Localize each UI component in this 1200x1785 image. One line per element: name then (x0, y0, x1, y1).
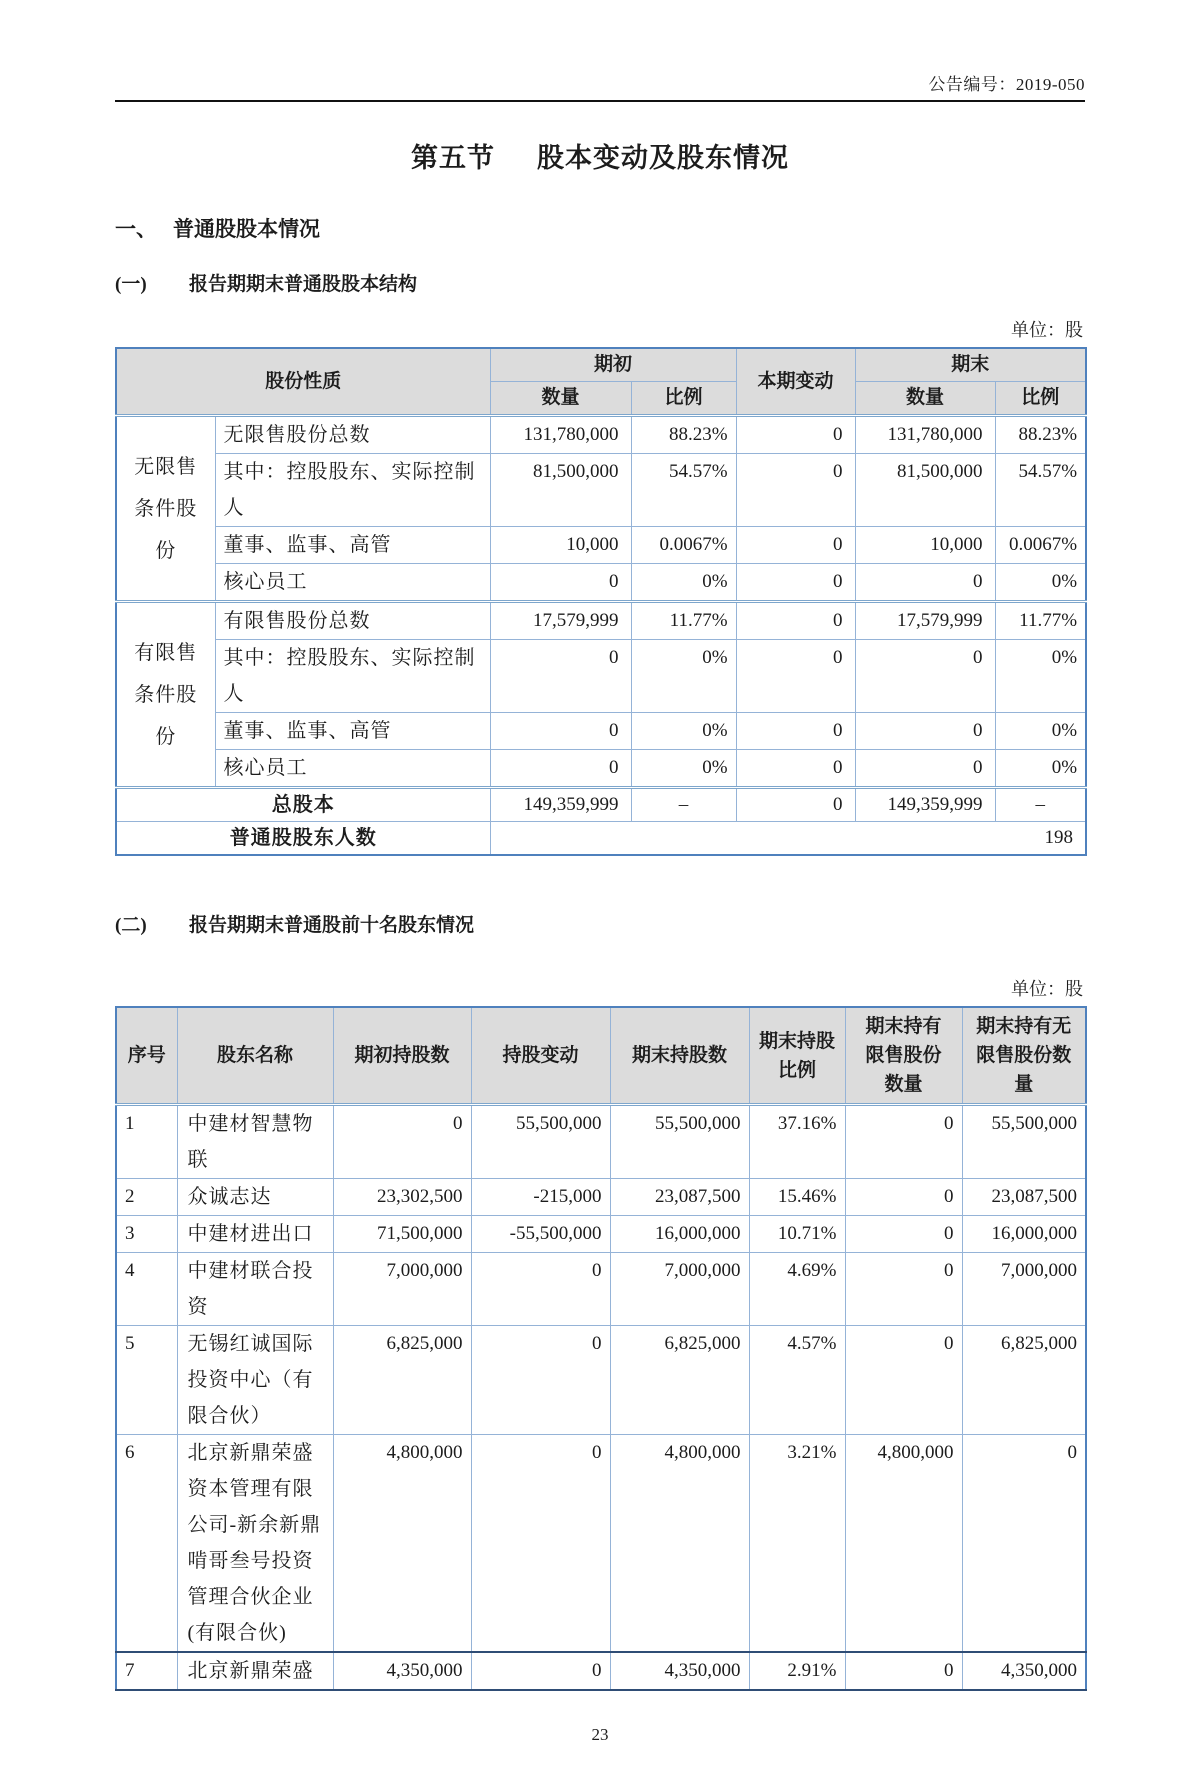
table-cell: 0 (736, 750, 855, 788)
unit-label-2: 单位：股 (1011, 979, 1083, 999)
table-cell: 7,000,000 (962, 1253, 1086, 1326)
announcement-number-row (115, 70, 1085, 95)
table-cell: 15.46% (749, 1179, 845, 1216)
table-cell: 1 (116, 1105, 177, 1179)
table-cell: 0 (736, 602, 855, 640)
table-cell: 0 (845, 1105, 962, 1179)
table-cell: 0 (736, 564, 855, 602)
table-cell: 2.91% (749, 1652, 845, 1690)
table-cell: 0 (855, 750, 995, 788)
shareholder-row (116, 1253, 1086, 1326)
table-cell: 23,302,500 (333, 1179, 471, 1216)
header-ratio: 比例 (995, 382, 1086, 416)
table-cell: 0 (471, 1435, 610, 1653)
header-beginning: 期初 (490, 348, 736, 382)
table-cell: 71,500,000 (333, 1216, 471, 1253)
table-cell: 0 (490, 640, 631, 713)
table-row (116, 602, 1086, 640)
subsection-title: 报告期期末普通股前十名股东情况 (189, 915, 475, 936)
table-cell: 10.71% (749, 1216, 845, 1253)
table-cell: 54.57% (631, 454, 736, 527)
table-cell: -215,000 (471, 1179, 610, 1216)
table-cell: 3 (116, 1216, 177, 1253)
section-title: 普通股股本情况 (173, 217, 320, 241)
section-heading-1 (115, 213, 1085, 243)
table-cell: 7,000,000 (610, 1253, 749, 1326)
table-cell: 4,350,000 (333, 1652, 471, 1690)
table-cell: 11.77% (995, 602, 1086, 640)
table-cell: 0.0067% (631, 527, 736, 564)
shareholder-row (116, 1105, 1086, 1179)
table-cell: 7 (116, 1652, 177, 1690)
shareholder-row (116, 1216, 1086, 1253)
table-cell: 88.23% (995, 416, 1086, 454)
total-label: 总股本 (116, 788, 490, 822)
table-cell: 4,800,000 (845, 1435, 962, 1653)
table-row (116, 454, 1086, 527)
table-cell: – (631, 788, 736, 822)
shareholder-row (116, 1652, 1086, 1690)
header-restricted-held: 期末持有限售股份数量 (845, 1007, 962, 1105)
table-cell: 0 (490, 713, 631, 750)
table-cell: 2 (116, 1179, 177, 1216)
table-cell: 55,500,000 (962, 1105, 1086, 1179)
header-share-nature: 股份性质 (116, 348, 490, 416)
subsection-marker: (一) (115, 274, 147, 295)
table-cell: 0 (736, 640, 855, 713)
table-cell: 54.57% (995, 454, 1086, 527)
share-structure-table (115, 347, 1087, 856)
table-cell: 0% (995, 750, 1086, 788)
table-cell: 4,800,000 (610, 1435, 749, 1653)
header-serial: 序号 (116, 1007, 177, 1105)
table-cell: 0 (333, 1105, 471, 1179)
table-row (116, 416, 1086, 454)
table-cell: 11.77% (631, 602, 736, 640)
shareholder-row (116, 1326, 1086, 1435)
table-cell: 0 (490, 750, 631, 788)
shareholder-name-cell: 北京新鼎荣盛资本管理有限公司-新余新鼎啃哥叁号投资管理合伙企业(有限合伙) (177, 1435, 333, 1653)
table-cell: 6,825,000 (962, 1326, 1086, 1435)
table-cell: 55,500,000 (471, 1105, 610, 1179)
header-quantity: 数量 (490, 382, 631, 416)
table-cell: 0 (736, 416, 855, 454)
shareholder-name-cell: 众诚志达 (177, 1179, 333, 1216)
table-cell: 4 (116, 1253, 177, 1326)
subsection-heading-1-1 (115, 269, 1085, 296)
table-cell: 0 (736, 527, 855, 564)
header-beginning-shares: 期初持股数 (333, 1007, 471, 1105)
row-label: 董事、监事、高管 (215, 713, 490, 750)
page-number: 23 (591, 1725, 609, 1744)
table-header-row (116, 1007, 1086, 1105)
table-cell: 0% (631, 564, 736, 602)
row-label: 有限售股份总数 (215, 602, 490, 640)
header-ending: 期末 (855, 348, 1086, 382)
subsection-marker: (二) (115, 915, 147, 936)
subsection-title: 报告期期末普通股股本结构 (189, 274, 418, 295)
table-cell: 81,500,000 (855, 454, 995, 527)
table-cell: 0 (845, 1652, 962, 1690)
table-cell: 3.21% (749, 1435, 845, 1653)
table-cell: 0% (995, 640, 1086, 713)
shareholder-name-cell: 中建材进出口 (177, 1216, 333, 1253)
table-cell: 4,350,000 (610, 1652, 749, 1690)
header-ending-shares: 期末持股数 (610, 1007, 749, 1105)
table-cell: 37.16% (749, 1105, 845, 1179)
shareholder-name-cell: 无锡红诚国际投资中心（有限合伙） (177, 1326, 333, 1435)
table-row (116, 527, 1086, 564)
table-cell: 0 (471, 1652, 610, 1690)
section-marker: 一、 (115, 217, 157, 241)
unit-label-1: 单位：股 (1011, 320, 1083, 340)
row-label: 无限售股份总数 (215, 416, 490, 454)
table-cell: 6 (116, 1435, 177, 1653)
table-row (116, 750, 1086, 788)
header-unrestricted-held: 期末持有无限售股份数量 (962, 1007, 1086, 1105)
page-title (115, 136, 1085, 175)
shareholder-row (116, 1435, 1086, 1653)
table-cell: 0 (855, 640, 995, 713)
holders-count-value: 198 (490, 822, 1086, 856)
row-label: 董事、监事、高管 (215, 527, 490, 564)
table-cell: 0% (631, 640, 736, 713)
chapter-label: 第五节 (411, 143, 495, 173)
table-cell: 149,359,999 (490, 788, 631, 822)
header-quantity: 数量 (855, 382, 995, 416)
group-label-restricted: 有限售条件股份 (116, 602, 215, 788)
chapter-name: 股本变动及股东情况 (537, 143, 789, 173)
announcement-number: 公告编号：2019-050 (928, 75, 1085, 94)
table-cell: 88.23% (631, 416, 736, 454)
table-cell: 0 (845, 1326, 962, 1435)
table-cell: 16,000,000 (962, 1216, 1086, 1253)
row-label: 其中：控股股东、实际控制人 (215, 454, 490, 527)
table-cell: 0 (736, 454, 855, 527)
row-label: 核心员工 (215, 750, 490, 788)
table-cell: 0% (631, 713, 736, 750)
table-cell: 4,800,000 (333, 1435, 471, 1653)
table-cell: 0 (845, 1179, 962, 1216)
group-label-unrestricted: 无限售条件股份 (116, 416, 215, 602)
table-cell: 17,579,999 (855, 602, 995, 640)
top-shareholders-table (115, 1006, 1087, 1691)
header-divider (115, 100, 1085, 102)
table-cell: 4.57% (749, 1326, 845, 1435)
table-cell: 4,350,000 (962, 1652, 1086, 1690)
table-cell: 23,087,500 (610, 1179, 749, 1216)
table-cell: 0 (490, 564, 631, 602)
shareholder-row (116, 1179, 1086, 1216)
row-label: 其中：控股股东、实际控制人 (215, 640, 490, 713)
shareholder-name-cell: 中建材智慧物联 (177, 1105, 333, 1179)
table-cell: 6,825,000 (333, 1326, 471, 1435)
table-cell: 131,780,000 (855, 416, 995, 454)
header-ratio: 比例 (631, 382, 736, 416)
holders-count-row (116, 822, 1086, 856)
table-cell: 81,500,000 (490, 454, 631, 527)
table-cell: 4.69% (749, 1253, 845, 1326)
table-cell: 0 (736, 713, 855, 750)
table-cell: 10,000 (855, 527, 995, 564)
subsection-heading-1-2 (115, 910, 1085, 937)
header-current-change: 本期变动 (736, 348, 855, 416)
shareholder-name-cell: 北京新鼎荣盛 (177, 1652, 333, 1690)
table-cell: 0% (631, 750, 736, 788)
table-cell: -55,500,000 (471, 1216, 610, 1253)
header-share-change: 持股变动 (471, 1007, 610, 1105)
table-cell: 149,359,999 (855, 788, 995, 822)
header-ending-ratio: 期末持股比例 (749, 1007, 845, 1105)
table-cell: 0 (855, 564, 995, 602)
table-cell: 6,825,000 (610, 1326, 749, 1435)
row-label: 核心员工 (215, 564, 490, 602)
table-cell: 7,000,000 (333, 1253, 471, 1326)
table-cell: 17,579,999 (490, 602, 631, 640)
table-cell: 0 (962, 1435, 1086, 1653)
table-cell: 10,000 (490, 527, 631, 564)
total-row (116, 788, 1086, 822)
table-cell: 16,000,000 (610, 1216, 749, 1253)
table-cell: 23,087,500 (962, 1179, 1086, 1216)
table-cell: 5 (116, 1326, 177, 1435)
table-row (116, 564, 1086, 602)
table-cell: 0 (471, 1326, 610, 1435)
table-cell: 131,780,000 (490, 416, 631, 454)
table-row (116, 640, 1086, 713)
table-cell: 0 (845, 1253, 962, 1326)
table-cell: 55,500,000 (610, 1105, 749, 1179)
shareholder-name-cell: 中建材联合投资 (177, 1253, 333, 1326)
table-cell: – (995, 788, 1086, 822)
table-cell: 0 (736, 788, 855, 822)
table-cell: 0 (855, 713, 995, 750)
table-cell: 0 (845, 1216, 962, 1253)
table-cell: 0.0067% (995, 527, 1086, 564)
header-shareholder-name: 股东名称 (177, 1007, 333, 1105)
table-header-row (116, 348, 1086, 382)
holders-count-label: 普通股股东人数 (116, 822, 490, 856)
table-cell: 0% (995, 713, 1086, 750)
table-row (116, 713, 1086, 750)
table-cell: 0 (471, 1253, 610, 1326)
table-cell: 0% (995, 564, 1086, 602)
